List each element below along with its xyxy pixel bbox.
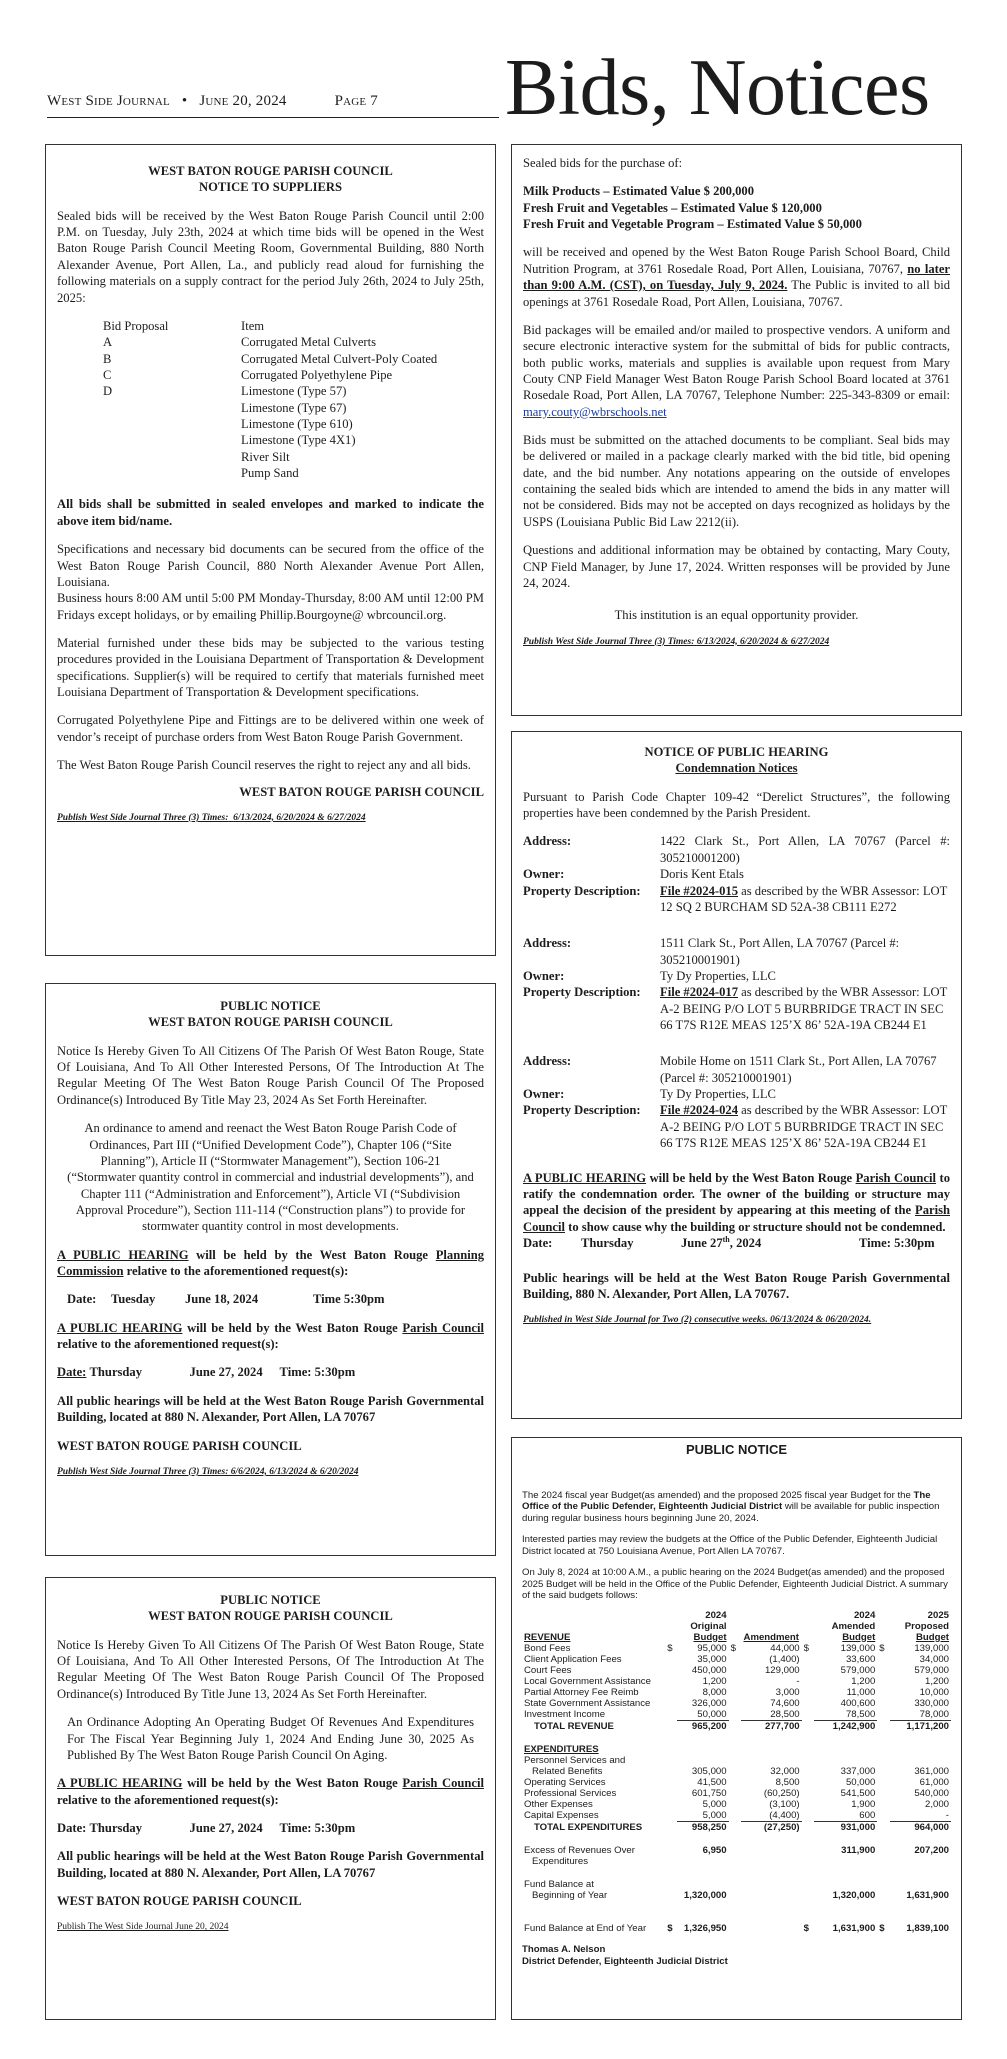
hearing-body: Parish Council [855, 1170, 937, 1185]
table-row [522, 1665, 951, 1676]
cell-proposed: 361,000 [914, 1766, 949, 1777]
cell-proposed: 540,000 [914, 1788, 949, 1800]
cell-amended: 541,500 [840, 1788, 876, 1800]
property-entry [523, 833, 950, 915]
owner-label: Owner: [523, 867, 565, 882]
availability-text: The 2024 fiscal year Budget(as amended) and the proposed 2025 fiscal year Budget for the [522, 1489, 914, 1501]
bid-items-table [103, 318, 484, 482]
cell-original: 50,000 [677, 1709, 728, 1721]
publish-label: Publish West Side Journal Three (3) Times: [523, 636, 695, 647]
public-notice-budget-ordinance [45, 1577, 496, 2020]
table-header-row [522, 1621, 951, 1632]
property-description [660, 883, 950, 916]
hearing-text: will be held by the West Baton Rouge [646, 1170, 856, 1185]
row-label: Investment Income [524, 1709, 606, 1721]
hearing-text: relative to the aforementioned request(s): [57, 1337, 279, 1352]
column-header: Budget [693, 1631, 727, 1643]
cell-amendment: 3,000 [775, 1686, 800, 1698]
notice1-date-planning [57, 1291, 484, 1307]
column-header: 2024 [853, 1609, 876, 1621]
row-label: Fund Balance at End of Year [524, 1923, 647, 1935]
questions-text: Questions and additional information may be obtained by contacting, Mary Couty, CNP Field Manager, by June 17, 2024. Written responses will be provided by June 24, 2024. [523, 543, 950, 590]
bid-col-header: Bid Proposal [103, 318, 169, 333]
date-day: Tuesday [111, 1292, 156, 1307]
date-value: June 27, 2024 [189, 1365, 263, 1380]
cell-original: 326,000 [691, 1697, 727, 1709]
cell-amended: 11,000 [846, 1686, 876, 1698]
excess-row [522, 1845, 951, 1856]
hearing-label: A PUBLIC HEARING [57, 1247, 189, 1262]
cell-amended: 337,000 [840, 1766, 876, 1777]
property-owner: Ty Dy Properties, LLC [660, 968, 776, 983]
table-row [522, 1810, 951, 1822]
bid-item: River Silt [241, 449, 290, 464]
notice2-org: WEST BATON ROUGE PARISH COUNCIL [148, 1609, 393, 1624]
cell-proposed: 34,000 [919, 1653, 949, 1665]
column-header: Budget [915, 1631, 949, 1643]
date-label: Date: [523, 1236, 553, 1251]
owner-label: Owner: [523, 968, 565, 983]
bid-item: Limestone (Type 610) [241, 417, 353, 432]
cell-amended: 1,320,000 [832, 1890, 876, 1902]
time-value: Time: 5:30pm [279, 1365, 356, 1380]
date-value: June 27, 2024 [189, 1820, 263, 1835]
file-number: File #2024-015 [660, 883, 738, 898]
legal-description: LOT A-2 BEING P/O LOT 5 BURBRIDGE TRACT IN SEC 66 T7S R12E MEAS 125’X 86’ 52A-19A CB244 E1 [660, 1103, 948, 1151]
cell-amendment: 28,500 [741, 1709, 802, 1721]
notice2-publish-line: Publish The West Side Journal June 20, 2024 [57, 1922, 229, 1933]
hearing-body: Parish Council [523, 1203, 950, 1234]
cell-amended: 78,500 [814, 1709, 877, 1721]
school-board-sealed-bids [511, 144, 962, 716]
description-label: Property Description: [523, 883, 641, 898]
suppliers-notice [45, 144, 496, 956]
cell-original: 958,250 [691, 1822, 727, 1834]
cell-amended: 33,600 [845, 1653, 876, 1665]
cell-amendment: 8,500 [775, 1777, 800, 1789]
notice2-intro: Notice Is Hereby Given To All Citizens Of The Parish Of West Baton Rouge, State Of Louisiana, And To All Other Interested Persons, Of The Introduction At The Regular Meeting Of The West Baton Rouge Parish Council Of The Proposed Ordinance(s) Introduced By Title June 13, 2024 As Set Forth Hereinafter. [57, 1637, 484, 1701]
cell-proposed: 1,200 [924, 1675, 949, 1687]
condemnation-publish-line: Published in West Side Journal for Two (2) consecutive weeks. 06/13/2024 & 06/20/2024. [523, 1315, 872, 1326]
currency-symbol: $ [667, 1642, 673, 1654]
notice2-heading: PUBLIC NOTICE [220, 1593, 321, 1607]
table-row [522, 1687, 951, 1698]
suppliers-org: WEST BATON ROUGE PARISH COUNCIL [148, 164, 393, 178]
date-value: June 18, 2024 [185, 1292, 259, 1307]
pipe-delivery-text: Corrugated Polyethylene Pipe and Fittings are to be delivered within one week of vendor’s receipt of purchase orders from West Baton Rouge Parish Government. [57, 713, 484, 744]
row-label: Local Government Assistance [524, 1675, 651, 1687]
office-name: The Office of the Public Defender, Eighteenth Judicial District [522, 1489, 931, 1513]
currency-symbol: $ [803, 1923, 809, 1935]
cell-proposed: 964,000 [914, 1822, 949, 1834]
business-hours-text: Business hours 8:00 AM until 5:00 PM Monday-Thursday, 8:00 AM until 12:00 PM Fridays except holidays, or by emailing Phillip.Bourgoyne@ wbrcouncil.org. [57, 591, 484, 622]
date-day: Thursday [581, 1236, 634, 1251]
publication-name: West Side Journal [47, 93, 170, 109]
bid-item-fruit-program: Fresh Fruit and Vegetable Program – Estimated Value $ 50,000 [523, 217, 862, 232]
hearing-body: Planning Commission [57, 1247, 484, 1279]
cell-original: 305,000 [691, 1766, 727, 1777]
cell-amendment: - [796, 1675, 800, 1687]
cell-amended: 1,200 [851, 1675, 876, 1687]
opening-text: will be received and opened by the West Baton Rouge Parish School Board, Child Nutrition Program, at 3761 Rosedale Road, Port Allen, Louisiana, 70767, [523, 245, 950, 276]
public-notice-stormwater [45, 983, 496, 1556]
date-year: , 2024 [729, 1236, 762, 1251]
property-entry [523, 935, 950, 1033]
cell-proposed: 579,000 [914, 1664, 949, 1676]
suppliers-intro: Sealed bids will be received by the West Baton Rouge Parish Council until 2:00 P.M. on Tuesday, July 23th, 2024 at which time bids will be opened in the West Baton Rouge Parish Council Meeting Room, Governmental Building, 880 North Alexander Avenue, Port Allen, La., and publicly read aloud for furnishing the following materials on a supply contract for the period July 26th, 2024 to July 25th, 2025: [57, 208, 484, 305]
date-day: Thursday [89, 1365, 143, 1380]
separator-bullet: • [181, 93, 188, 109]
table-section-row [522, 1755, 951, 1766]
row-label: Fund Balance at [524, 1879, 594, 1891]
cell-amended: 1,242,900 [832, 1720, 876, 1732]
public-defender-budget-notice [511, 1437, 962, 2020]
bid-letter: C [103, 367, 112, 382]
table-section-row [522, 1744, 951, 1755]
expenditures-section-label: EXPENDITURES [524, 1743, 599, 1755]
excess-row [522, 1856, 951, 1867]
address-label: Address: [523, 936, 572, 951]
fund-balance-end-row [522, 1923, 951, 1934]
bid-item: Limestone (Type 57) [241, 384, 347, 399]
fund-balance-start-row [522, 1879, 951, 1890]
row-label: Other Expenses [524, 1799, 593, 1811]
hearing-text: to ratify the condemnation order. The owner of the building or structure may appeal the decision of the president by appearing at this meeting of the [523, 1170, 950, 1218]
bid-item-milk: Milk Products – Estimated Value $ 200,000 [523, 184, 755, 199]
bid-letter: D [103, 384, 113, 399]
packages-text: Bid packages will be emailed and/or mailed to prospective vendors. A uniform and secure electronic interactive system for the submittal of bids for public contracts, both public works, materials and supplies is available upon request from Mary Couty CNP Field Manager West Baton Rouge Parish School Board located at 3761 Rosedale Road, Port Allen, LA 70767, Telephone Number: 225-343-8309 or email: [523, 322, 950, 403]
description-text: as described by the WBR Assessor: [738, 883, 923, 898]
condemnation-intro: Pursuant to Parish Code Chapter 109-42 “Derelict Structures”, the following properties have been condemned by the Parish President. [523, 789, 950, 821]
cell-original: 5,000 [702, 1799, 727, 1811]
date-label: Date: [57, 1365, 87, 1380]
table-row [522, 1676, 951, 1687]
cell-proposed: 61,000 [919, 1777, 949, 1789]
hearing-body: Parish Council [402, 1320, 484, 1335]
file-number: File #2024-017 [660, 985, 738, 1000]
table-row [522, 1766, 951, 1777]
property-owner: Doris Kent Etals [660, 867, 744, 882]
cell-proposed: 1,171,200 [906, 1720, 949, 1732]
cell-amended: 1,631,900 [832, 1923, 876, 1935]
cell-original: 95,000 [697, 1642, 727, 1654]
notice2-location: All public hearings will be held at the West Baton Rouge Parish Governmental Building, located at 880 N. Alexander, Port Allen, LA 70767 [57, 1849, 484, 1880]
column-header: 2024 [705, 1609, 727, 1621]
budget-table [522, 1610, 951, 1935]
row-label: Partial Attorney Fee Reimb [524, 1686, 639, 1698]
notice2-hearing [57, 1775, 484, 1808]
row-label: Operating Services [524, 1777, 606, 1789]
cell-amendment: 129,000 [764, 1664, 800, 1676]
sealed-bids-intro: Sealed bids for the purchase of: [523, 156, 683, 170]
hearing-text: will be held by the West Baton Rouge [188, 1247, 436, 1262]
revenue-section-label: REVENUE [524, 1631, 571, 1643]
publish-dates: 6/13/2024, 6/20/2024 & 6/27/2024 [233, 812, 366, 823]
row-label: Court Fees [524, 1664, 572, 1676]
cell-amended: 311,900 [841, 1845, 876, 1857]
cell-original: 8,000 [702, 1686, 727, 1698]
row-label: Professional Services [524, 1788, 617, 1800]
availability-text: will be available for public inspection during regular business hours beginning June 20, 2024. [522, 1501, 940, 1524]
item-col-header: Item [241, 318, 265, 333]
cell-original: 6,950 [702, 1845, 727, 1857]
defender-availability [522, 1490, 951, 1525]
notice1-hearing-council [57, 1320, 484, 1353]
cell-amended: 50,000 [845, 1777, 876, 1789]
page-number: Page 7 [334, 93, 378, 109]
description-label: Property Description: [523, 985, 641, 1000]
defender-heading: PUBLIC NOTICE [685, 1442, 788, 1457]
column-header: Proposed [904, 1620, 949, 1632]
cell-amended: 1,900 [851, 1799, 876, 1811]
masthead [47, 92, 378, 112]
cell-proposed: 10,000 [919, 1686, 949, 1698]
table-row [522, 1654, 951, 1665]
cell-original: 965,200 [691, 1720, 727, 1732]
cell-amendment: (27,250) [763, 1822, 800, 1834]
bid-letter [103, 416, 241, 432]
date-label: Date: [67, 1292, 97, 1307]
column-header: 2025 [927, 1609, 949, 1621]
property-address: 1511 Clark St., Port Allen, LA 70767 (Parcel #: 305210001901) [660, 936, 900, 967]
sealed-envelope-note: All bids shall be submitted in sealed envelopes and marked to indicate the above item bid/name. [57, 497, 484, 528]
deadline-text: no later than 9:00 A.M. (CST), on Tuesday, July 9, 2024. [523, 261, 951, 293]
cell-original: 601,750 [691, 1788, 727, 1800]
row-label: TOTAL EXPENDITURES [534, 1821, 643, 1833]
condemnation-heading: NOTICE OF PUBLIC HEARING [644, 745, 829, 759]
condemnation-location: Public hearings will be held at the West Baton Rouge Parish Governmental Building, 880 N. Alexander, Port Allen, LA 70767. [523, 1270, 950, 1301]
hearing-text: will be held by the West Baton Rouge [182, 1776, 403, 1791]
defender-review-location: Interested parties may review the budgets at the Office of the Public Defender, Eighteenth Judicial District located at 750 Louisiana Avenue, Port Allen LA 70767. [522, 1534, 938, 1557]
publish-label: Publish West Side Journal Three (3) Times: [57, 812, 229, 823]
hearing-text: relative to the aforementioned request(s): [123, 1264, 349, 1279]
time-value: Time: 5:30pm [859, 1236, 935, 1251]
column-header: Original [690, 1620, 727, 1632]
hearing-label: A PUBLIC HEARING [57, 1776, 183, 1791]
hearing-label: A PUBLIC HEARING [57, 1320, 183, 1335]
cell-original: 450,000 [691, 1664, 727, 1676]
row-label: Excess of Revenues Over [524, 1845, 635, 1857]
table-header-row [522, 1632, 951, 1643]
submission-rules-text: Bids must be submitted on the attached documents to be compliant. Seal bids may be delivered or mailed in a package clearly marked with the bid title, bid opening date, and the bid number. Any notations appearing on the outside of envelopes containing the sealed bids which are intended to amend the bids in any matter will not be considered. Bids may not be accepted on days recognized as holidays by the USPS (Louisiana Public Bid Law 2212(ii). [523, 433, 950, 529]
equal-opportunity-text: This institution is an equal opportunity provider. [614, 608, 859, 623]
contact-email-link[interactable]: mary.couty@wbrschools.net [523, 404, 667, 419]
hearing-text: relative to the aforementioned request(s): [57, 1792, 279, 1807]
cell-amendment: (4,400) [741, 1810, 802, 1822]
cell-amendment: (60,250) [763, 1788, 800, 1800]
cell-amendment: 74,600 [770, 1697, 800, 1709]
table-row [522, 1698, 951, 1709]
row-label: Personnel Services and [524, 1754, 626, 1766]
bid-letter [103, 400, 241, 416]
sealed-bids-publish-line [523, 636, 950, 648]
bid-letter: B [103, 351, 112, 366]
row-label: TOTAL REVENUE [534, 1720, 614, 1732]
row-label: Expenditures [532, 1856, 588, 1868]
cell-amended: 600 [814, 1810, 877, 1822]
row-label: Client Application Fees [524, 1653, 622, 1665]
address-label: Address: [523, 834, 572, 849]
legal-description: LOT 12 SQ 2 BURCHAM SD 52A-38 CB111 E272 [660, 883, 948, 914]
defender-hearing-info: On July 8, 2024 at 10:00 A.M., a public hearing on the 2024 Budget(as amended) and the proposed 2025 Budget will be held in the Office of the Public Defender, Eighteenth Judicial District. A summary of the said budgets follows: [522, 1567, 948, 1602]
row-label: State Government Assistance [524, 1697, 651, 1709]
suppliers-signature: WEST BATON ROUGE PARISH COUNCIL [239, 784, 484, 799]
notice1-location: All public hearings will be held at the West Baton Rouge Parish Governmental Building, located at 880 N. Alexander, Port Allen, LA 70767 [57, 1393, 484, 1425]
cell-proposed: 78,000 [890, 1709, 951, 1721]
table-header-row [522, 1610, 951, 1621]
cell-amendment [741, 1845, 802, 1856]
notice1-date-council [57, 1364, 484, 1380]
condemnation-hearing [523, 1170, 950, 1235]
table-row [522, 1777, 951, 1788]
date-suffix: th [722, 1234, 730, 1244]
date-day: Thursday [89, 1820, 143, 1835]
bid-letter: A [103, 335, 113, 350]
row-label: Capital Expenses [524, 1810, 599, 1822]
description-label: Property Description: [523, 1103, 641, 1118]
cell-original: 35,000 [697, 1653, 727, 1665]
notice1-intro: Notice Is Hereby Given To All Citizens Of The Parish Of West Baton Rouge, State Of Louisiana, And To All Other Interested Persons, Of The Introduction At The Regular Meeting Of The West Baton Rouge Parish Council Of The Proposed Ordinance(s) Introduced By Title May 23, 2024 As Set Forth Hereinafter. [57, 1043, 484, 1107]
cell-proposed: 1,839,100 [906, 1923, 949, 1935]
column-header: Amendment [743, 1631, 799, 1643]
cell-amendment [741, 1923, 802, 1934]
sealed-bids-opening [523, 244, 950, 309]
table-row [522, 1799, 951, 1810]
description-text: as described by the WBR Assessor: [738, 1103, 923, 1118]
bid-item-fruit-veg: Fresh Fruit and Vegetables – Estimated Value $ 120,000 [523, 200, 822, 215]
cell-proposed: 139,000 [914, 1642, 949, 1654]
bid-item: Corrugated Metal Culverts [241, 335, 377, 350]
cell-amendment: (1,400) [769, 1653, 800, 1665]
cell-original: 5,000 [677, 1810, 728, 1822]
specifications-text: Specifications and necessary bid documents can be secured from the office of the West Baton Rouge Parish Council, 880 North Alexander Avenue Port Allen, Louisiana. [57, 542, 484, 589]
time-value: Time 5:30pm [313, 1292, 385, 1307]
cell-proposed: 207,200 [914, 1845, 949, 1857]
header-rule [47, 117, 499, 118]
row-label: Bond Fees [524, 1642, 571, 1654]
bid-letter [103, 432, 241, 448]
cell-proposed: - [890, 1810, 951, 1822]
cell-amended: 400,600 [840, 1697, 876, 1709]
defender-signature-name: Thomas A. Nelson [522, 1944, 606, 1956]
bid-packages-text [523, 322, 950, 420]
row-label: Beginning of Year [532, 1890, 608, 1902]
owner-label: Owner: [523, 1087, 565, 1102]
legal-description: LOT A-2 BEING P/O LOT 5 BURBRIDGE TRACT IN SEC 66 T7S R12E MEAS 125’X 86’ 52A-19A CB244 E1 [660, 985, 948, 1033]
currency-symbol: $ [803, 1642, 809, 1654]
publish-dates: 6/13/2024, 6/20/2024 & 6/27/2024 [696, 636, 830, 647]
cell-amendment: 44,000 [770, 1642, 800, 1654]
cell-amended: 931,000 [840, 1822, 876, 1834]
bid-item: Pump Sand [241, 466, 299, 481]
date-value [681, 1235, 859, 1252]
cell-amended: 139,000 [840, 1642, 876, 1654]
file-number: File #2024-024 [660, 1103, 738, 1118]
currency-symbol: $ [879, 1642, 885, 1654]
opening-text: The Public is invited to all bid openings at 3761 Rosedale Road, Port Allen, Louisiana, 70767. [523, 278, 950, 309]
address-label: Address: [523, 1054, 572, 1069]
column-header: Amended [831, 1620, 876, 1632]
bid-item: Corrugated Metal Culvert-Poly Coated [241, 351, 438, 366]
suppliers-publish-line [57, 812, 484, 824]
currency-symbol: $ [730, 1642, 736, 1654]
cell-amendment: (3,100) [769, 1799, 800, 1811]
description-text: as described by the WBR Assessor: [738, 985, 923, 1000]
time-value: Time: 5:30pm [279, 1820, 356, 1835]
cell-original: 41,500 [697, 1777, 727, 1789]
condemnation-subheading: Condemnation Notices [675, 761, 798, 776]
hearing-body: Parish Council [402, 1776, 484, 1791]
defender-signature-title: District Defender, Eighteenth Judicial District [522, 1955, 728, 1967]
issue-date: June 20, 2024 [199, 93, 287, 109]
property-description [660, 1102, 950, 1151]
cell-proposed: 330,000 [914, 1697, 949, 1709]
notice2-signature: WEST BATON ROUGE PARISH COUNCIL [57, 1894, 302, 1909]
condemnation-notice [511, 731, 962, 1419]
currency-symbol: $ [879, 1923, 885, 1935]
notice1-org: WEST BATON ROUGE PARISH COUNCIL [148, 1015, 393, 1030]
currency-symbol: $ [667, 1923, 673, 1935]
notice1-heading: PUBLIC NOTICE [220, 999, 321, 1013]
notice1-ordinance: An ordinance to amend and reenact the West Baton Rouge Parish Code of Ordinances, Part III (“Unified Development Code”), Chapter 106 (“Site Planning”), Article II (“Stormwater Management”), Section 106-21 (“Stormwater quantity control in commercial and industrial developments”), and Chapter 111 (“Administration and Enforcement”), Article VI (“Subdivision Approval Procedure”), Section 111-114 (“Construction plans”) to provide for stormwater quantity control in most developments. [67, 1121, 474, 1234]
fund-balance-start-row [522, 1890, 951, 1901]
cell-amendment: 32,000 [770, 1766, 800, 1777]
notice2-date [57, 1820, 484, 1836]
cell-amendment [741, 1890, 802, 1901]
bid-letter [103, 465, 241, 481]
hearing-text: will be held by the West Baton Rouge [182, 1320, 403, 1335]
cell-original: 1,200 [702, 1675, 727, 1687]
table-row [522, 1788, 951, 1799]
cell-original: 1,326,950 [683, 1923, 727, 1935]
cell-proposed: 1,631,900 [906, 1890, 949, 1902]
table-row [522, 1643, 951, 1654]
reserve-right-text: The West Baton Rouge Parish Council reserves the right to reject any and all bids. [57, 758, 471, 773]
bid-item: Limestone (Type 67) [241, 400, 347, 415]
table-row [522, 1709, 951, 1721]
total-expenditures-row [522, 1822, 951, 1834]
date-label: Date: [57, 1820, 87, 1835]
material-testing-text: Material furnished under these bids may be subjected to the various testing procedures provided in the Louisiana Department of Transportation & Development specifications. Supplier(s) will be required to certify that materials furnished meet Louisiana Department of Transportation & Development specifications. [57, 635, 484, 700]
bid-item: Corrugated Polyethylene Pipe [241, 367, 393, 382]
bid-letter [103, 449, 241, 465]
property-description [660, 984, 950, 1033]
row-label: Related Benefits [532, 1766, 603, 1777]
property-address: Mobile Home on 1511 Clark St., Port Allen, LA 70767 (Parcel #: 305210001901) [660, 1054, 937, 1085]
bid-item: Limestone (Type 4X1) [241, 433, 356, 448]
date-month-day: June 27 [681, 1236, 723, 1251]
notice1-publish-line: Publish West Side Journal Three (3) Times: 6/6/2024, 6/13/2024 & 6/20/2024 [57, 1466, 359, 1477]
suppliers-heading: NOTICE TO SUPPLIERS [198, 180, 342, 195]
property-entry [523, 1053, 950, 1151]
property-address: 1422 Clark St., Port Allen, LA 70767 (Parcel #: 305210001200) [660, 834, 950, 865]
section-title: Bids, Notices [505, 44, 930, 132]
notice2-ordinance: An Ordinance Adopting An Operating Budget Of Revenues And Expenditures For The Fiscal Year Beginning July 1, 2024 And Ending June 30, 2025 As Published By The West Baton Rouge Parish Council On Aging. [67, 1715, 474, 1762]
cell-amended: 579,000 [840, 1664, 876, 1676]
notice1-signature: WEST BATON ROUGE PARISH COUNCIL [57, 1438, 302, 1453]
condemnation-date [523, 1235, 950, 1252]
cell-original: 1,320,000 [683, 1890, 727, 1902]
total-revenue-row [522, 1720, 951, 1732]
hearing-label: A PUBLIC HEARING [523, 1170, 647, 1185]
property-owner: Ty Dy Properties, LLC [660, 1087, 776, 1102]
hearing-text: to show cause why the building or structure should not be condemned. [565, 1219, 946, 1234]
cell-amendment: 277,700 [764, 1720, 800, 1732]
column-header: Budget [842, 1631, 876, 1643]
notice1-hearing-planning [57, 1247, 484, 1280]
cell-proposed: 2,000 [924, 1799, 949, 1811]
